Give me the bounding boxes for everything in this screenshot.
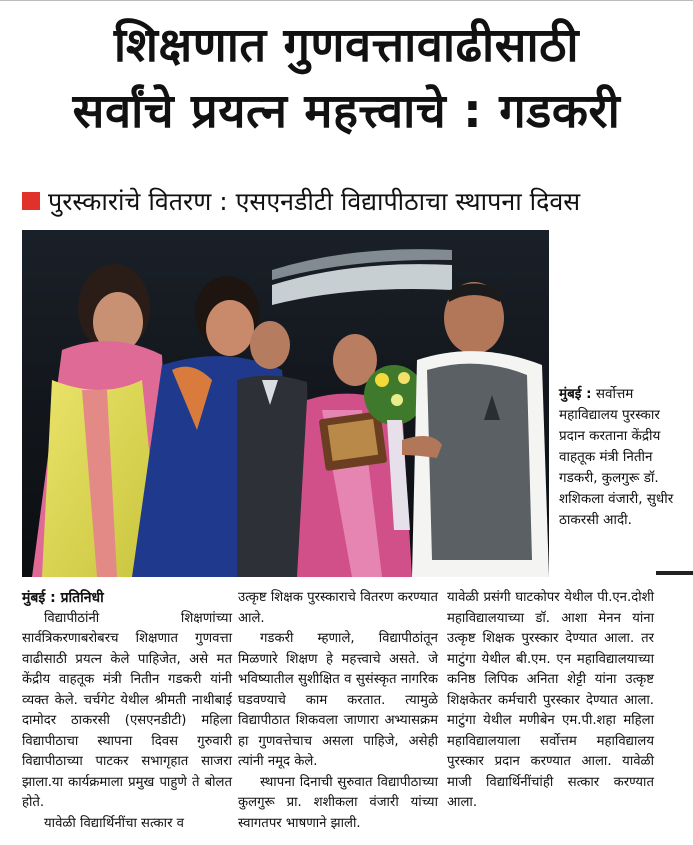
paragraph: उत्कृष्ट शिक्षक पुरस्काराचे वितरण करण्यात आले. bbox=[238, 590, 438, 626]
photo-caption bbox=[559, 384, 679, 531]
article-column-1 bbox=[22, 588, 232, 834]
subheadline-text: पुरस्कारांचे वितरण : एसएनडीटी विद्यापीठाचा स्थापना दिवस bbox=[48, 187, 581, 216]
paragraph: यावेळी विद्यार्थिनींचा सत्कार व bbox=[44, 815, 184, 831]
dateline: मुंबई : प्रतिनिधी bbox=[22, 590, 104, 606]
article-column-2 bbox=[238, 588, 438, 834]
top-rule bbox=[0, 0, 693, 1]
news-photo bbox=[22, 230, 549, 577]
caption-text: सर्वोत्तम महाविद्यालय पुरस्कार प्रदान करताना केंद्रीय वाहतूक मंत्री नितीन गडकरी, कुलगुरू डॉ. शशिकला वंजारी, सुधीर ठाकरसी आदी. bbox=[559, 386, 674, 528]
headline-line-2: सर्वांचे प्रयत्न महत्त्वाचे : गडकरी bbox=[72, 84, 621, 139]
headline-line-1: शिक्षणात गुणवत्तावाढीसाठी bbox=[113, 18, 580, 73]
paragraph: विद्यापीठांनी शिक्षणांच्या सार्वत्रिकरणाबरोबरच शिक्षणात गुणवत्ता वाढीसाठी प्रयत्न केले पाहिजेत, असे मत केंद्रीय वाहतूक मंत्री नितीन गडकरी यांनी व्यक्त केले. चर्चगेट येथील श्रीमती नाथीबाई दामोदर ठाकरसी (एसएनडीटी) महिला विद्यापीठाचा स्थापना दिवस गुरुवारी विद्यापीठाच्या पाटकर सभागृहात साजरा झाला.या कार्यक्रमाला प्रमुख पाहुणे ते बोलत होते. bbox=[22, 610, 232, 810]
award-ceremony-photo bbox=[22, 230, 549, 577]
paragraph: गडकरी म्हणाले, विद्यापीठांतून मिळणारे शिक्षण हे महत्त्वाचे असते. जे भविष्यातील सुशीक्षित व सुसंस्कृत नागरिक घडवण्याचे काम करतात. त्यामुळे विद्यापीठात शिकवला जाणारा अभ्यासक्रम हा गुणवत्तेचाच असला पाहिजे, असेही त्यांनी नमूद केले. bbox=[238, 631, 438, 769]
red-square-bullet-icon bbox=[22, 192, 40, 210]
paragraph: यावेळी प्रसंगी घाटकोपर येथील पी.एन.दोशी महाविद्यालयाच्या डॉ. आशा मेनन यांना उत्कृष्ट शिक्षक पुरस्कार देण्यात आला. तर माटुंगा येथील बी.एम. एन महाविद्यालयाच्या कनिष्ठ लिपिक अनिता शेट्टी यांना उत्कृष्ट शिक्षकेतर कर्मचारी पुरस्कार देण्यात आला. माटुंगा येथील मणीबेन एम.पी.शहा महिला महाविद्यालयाला सर्वोत्तम महाविद्यालय पुरस्कार प्रदान करण्यात आला. यावेळी माजी विद्यार्थिनींचांही सत्कार करण्यात आला. bbox=[447, 590, 654, 810]
subheadline bbox=[22, 186, 580, 216]
side-rule bbox=[656, 571, 693, 575]
paragraph: स्थापना दिनाची सुरुवात विद्यापीठाच्या कुलगुरू प्रा. शशीकला वंजारी यांच्या स्वागतपर भाषणाने झाली. bbox=[238, 774, 438, 831]
article-column-3 bbox=[447, 588, 654, 814]
caption-place: मुंबई : bbox=[559, 386, 592, 402]
